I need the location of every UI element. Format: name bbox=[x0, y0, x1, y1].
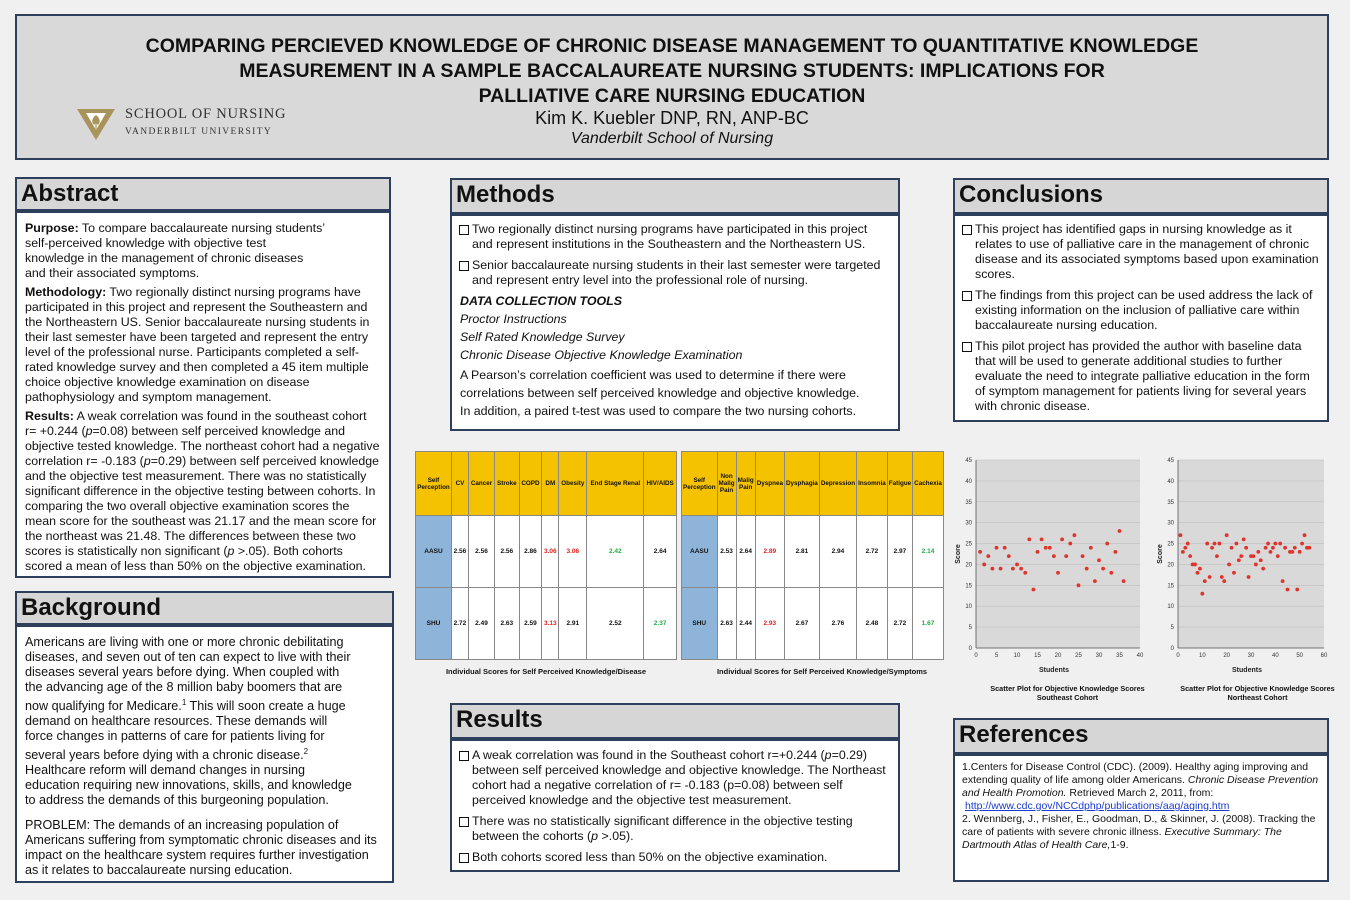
table-column-header: Fatigue bbox=[887, 452, 912, 516]
y-tick-label: 30 bbox=[965, 520, 972, 527]
data-point bbox=[1281, 579, 1285, 583]
data-point bbox=[1181, 550, 1185, 554]
x-tick-label: 20 bbox=[1223, 653, 1231, 659]
data-point bbox=[1203, 579, 1207, 583]
data-point bbox=[1105, 542, 1109, 546]
results-heading: Results bbox=[450, 703, 900, 739]
table-column-header: Dysphagia bbox=[784, 452, 819, 516]
conclusions-bullet: This pilot project has provided the author with baseline data that will be used to generate additional studies to further evaluate the need to integrate palliative education in the form of symptom management for patients living for several years with chronic disease. bbox=[961, 339, 1319, 414]
table-column-header: Stroke bbox=[495, 452, 519, 516]
tool-item: Proctor Instructions bbox=[460, 312, 567, 326]
title-line-1: COMPARING PERCIEVED KNOWLEDGE OF CHRONIC DISEASE MANAGEMENT TO QUANTITATIVE KNOWLEDGE bbox=[145, 35, 1199, 57]
results-bullet: Both cohorts scored less than 50% on the objective examination. bbox=[458, 850, 890, 865]
data-point bbox=[1300, 542, 1304, 546]
data-point bbox=[1215, 554, 1219, 558]
table-cell: 2.44 bbox=[736, 588, 755, 660]
methods-panel bbox=[450, 214, 900, 431]
table-cell: 2.64 bbox=[736, 516, 755, 588]
table-cell: 2.63 bbox=[495, 588, 519, 660]
data-point bbox=[1060, 537, 1064, 541]
table-cell: 1.67 bbox=[913, 588, 944, 660]
scatter-northeast bbox=[1150, 452, 1340, 676]
table-column-header: Insomnia bbox=[857, 452, 888, 516]
data-point bbox=[1003, 546, 1007, 550]
disease-table bbox=[415, 451, 677, 660]
data-point bbox=[1040, 537, 1044, 541]
abstract-results: Results: A weak correlation was found in the southeast cohort r= +0.244 (p=0.08) between self perceived knowledge and objective tested knowledge. The northeast cohort had a negative correlation r= -0.183 (p=0.29) between self perceived knowledge and the objective test measurement. There was no statistically significant difference in the objective testing between cohorts. In comparing the two overall objective examination scores the mean score for the southeast was 21.17 and the mean score for the northeast was 21.48. The differences between these two scores is statistically non significant (p >.05). Both cohorts scored a mean of less than 50% on the objective examination. bbox=[25, 409, 380, 573]
y-tick-label: 15 bbox=[1167, 583, 1174, 590]
x-tick-label: 10 bbox=[1198, 653, 1206, 659]
x-tick-label: 20 bbox=[1054, 653, 1062, 659]
data-point bbox=[1225, 533, 1229, 537]
x-axis-title: Students bbox=[1232, 667, 1262, 674]
tools-heading: DATA COLLECTION TOOLS bbox=[460, 294, 622, 308]
data-point bbox=[1183, 546, 1187, 550]
data-point bbox=[1023, 571, 1027, 575]
table-row bbox=[416, 516, 677, 588]
data-point bbox=[986, 554, 990, 558]
data-point bbox=[1044, 546, 1048, 550]
table-row bbox=[682, 516, 944, 588]
table-corner-header: Self Perception bbox=[416, 452, 452, 516]
table-cell: 2.53 bbox=[717, 516, 736, 588]
data-point bbox=[1210, 546, 1214, 550]
plot-area bbox=[976, 460, 1140, 648]
table-cell: 2.94 bbox=[819, 516, 856, 588]
data-point bbox=[1198, 567, 1202, 571]
y-tick-label: 20 bbox=[1167, 562, 1174, 569]
data-point bbox=[1276, 554, 1280, 558]
data-point bbox=[1213, 542, 1217, 546]
y-tick-label: 35 bbox=[1167, 499, 1174, 506]
x-tick-label: 50 bbox=[1296, 653, 1304, 659]
table-cell: 2.14 bbox=[913, 516, 944, 588]
tool-item: Self Rated Knowledge Survey bbox=[460, 330, 625, 344]
y-tick-label: 0 bbox=[968, 646, 972, 652]
data-point bbox=[1027, 537, 1031, 541]
conclusions-heading: Conclusions bbox=[953, 178, 1329, 214]
table-column-header: HIV/AIDS bbox=[644, 452, 677, 516]
results-bullet: There was no statistically significant difference in the objective testing between the cohorts (p >.05). bbox=[458, 814, 890, 844]
references-heading: References bbox=[953, 718, 1329, 754]
table-cell: 2.59 bbox=[519, 588, 542, 660]
data-point bbox=[1235, 542, 1239, 546]
data-point bbox=[1056, 571, 1060, 575]
table-row-label: AASU bbox=[416, 516, 452, 588]
data-point bbox=[1239, 554, 1243, 558]
data-point bbox=[991, 567, 995, 571]
table-cell: 2.49 bbox=[468, 588, 494, 660]
y-axis-title: Score bbox=[955, 544, 962, 564]
data-point bbox=[1200, 592, 1204, 596]
x-tick-label: 15 bbox=[1034, 653, 1041, 659]
table-cell: 3.13 bbox=[542, 588, 559, 660]
conclusions-bullet: The findings from this project can be used address the lack of existing information on the inclusion of palliative care within baccalaureate nursing education. bbox=[961, 288, 1319, 333]
y-tick-label: 10 bbox=[1167, 604, 1174, 611]
data-point bbox=[1122, 579, 1126, 583]
table-cell: 2.56 bbox=[468, 516, 494, 588]
table-cell: 2.76 bbox=[819, 588, 856, 660]
data-point bbox=[1205, 542, 1209, 546]
x-tick-label: 30 bbox=[1095, 653, 1103, 659]
table-row bbox=[682, 588, 944, 660]
data-point bbox=[1290, 550, 1294, 554]
data-point bbox=[978, 550, 982, 554]
y-tick-label: 25 bbox=[965, 541, 972, 548]
table-cell: 2.67 bbox=[784, 588, 819, 660]
table-column-header: DM bbox=[542, 452, 559, 516]
x-tick-label: 0 bbox=[1176, 653, 1180, 659]
data-point bbox=[1271, 546, 1275, 550]
table-cell: 2.37 bbox=[644, 588, 677, 660]
title-line-2: MEASUREMENT IN A SAMPLE BACCALAUREATE NURSING STUDENTS: IMPLICATIONS FOR bbox=[239, 60, 1105, 82]
methods-bullet: Two regionally distinct nursing programs have participated in this project and represent institutions in the Southeastern and the Northeastern US. bbox=[458, 222, 890, 252]
data-point bbox=[1295, 588, 1299, 592]
x-tick-label: 30 bbox=[1247, 653, 1255, 659]
data-point bbox=[1036, 550, 1040, 554]
pearson-text: A Pearson’s correlation coefficient was used to determine if there were correlations between self perceived knowledge and objective knowledge. bbox=[460, 368, 860, 400]
table-cell: 2.52 bbox=[587, 588, 644, 660]
data-point bbox=[1254, 563, 1258, 567]
reference-2: 2. Wennberg, J., Fisher, E., Goodman, D., & Skinner, J. (2008). Tracking the care of patients with severe chronic illness. Executive Summary: The Dartmouth Atlas of Health Care,1-9. bbox=[962, 813, 1316, 851]
data-point bbox=[1283, 546, 1287, 550]
data-point bbox=[1048, 546, 1052, 550]
table-corner-header: Self Perception bbox=[682, 452, 718, 516]
table-column-header: End Stage Renal bbox=[587, 452, 644, 516]
table-cell: 3.06 bbox=[559, 516, 587, 588]
scatter-southeast bbox=[950, 452, 1150, 676]
data-point bbox=[1278, 542, 1282, 546]
table-column-header: Cachexia bbox=[913, 452, 944, 516]
table-cell: 2.63 bbox=[717, 588, 736, 660]
table-cell: 2.93 bbox=[755, 588, 784, 660]
data-point bbox=[1217, 542, 1221, 546]
data-point bbox=[1244, 546, 1248, 550]
data-point bbox=[1208, 575, 1212, 579]
institution: Vanderbilt School of Nursing bbox=[570, 130, 774, 147]
data-point bbox=[1019, 567, 1023, 571]
data-point bbox=[1298, 550, 1302, 554]
results-panel bbox=[450, 739, 900, 872]
table-cell: 2.48 bbox=[857, 588, 888, 660]
data-point bbox=[1259, 558, 1263, 562]
y-tick-label: 20 bbox=[965, 562, 972, 569]
methods-heading: Methods bbox=[450, 178, 900, 214]
table-cell: 2.81 bbox=[784, 516, 819, 588]
disease-table-caption: Individual Scores for Self Perceived Knowledge/Disease bbox=[445, 667, 647, 676]
data-point bbox=[1220, 575, 1224, 579]
data-point bbox=[1293, 546, 1297, 550]
table-column-header: Obesity bbox=[559, 452, 587, 516]
title-line-3: PALLIATIVE CARE NURSING EDUCATION bbox=[478, 85, 866, 107]
data-point bbox=[1256, 550, 1260, 554]
data-point bbox=[1252, 554, 1256, 558]
table-cell: 2.91 bbox=[559, 588, 587, 660]
data-point bbox=[1114, 550, 1118, 554]
data-point bbox=[1264, 546, 1268, 550]
results-bullet: A weak correlation was found in the Southeast cohort r=+0.244 (p=0.29) between self perceived knowledge and objective knowledge. The Northeast cohort had a negative correlation of r= -0.183 (p=0.08) between self perceived knowledge and the objective test measurement. bbox=[458, 748, 890, 808]
data-point bbox=[1266, 542, 1270, 546]
data-point bbox=[1308, 546, 1312, 550]
data-point bbox=[1007, 554, 1011, 558]
scatter-northeast-caption: Scatter Plot for Objective Knowledge Scores Northeast Cohort bbox=[1180, 684, 1335, 702]
data-point bbox=[1186, 542, 1190, 546]
logo-school: SCHOOL OF NURSING bbox=[125, 106, 287, 122]
y-tick-label: 40 bbox=[1167, 478, 1174, 485]
abstract-methodology: Methodology: Two regionally distinct nursing programs have participated in this project and represent the Southeastern and the Northeastern US. Senior baccalaureate nursing students in their last semester have been targeted and represent the entry level of the professional nurse. Participants completed a self-rated knowledge survey and then completed a 45 item multiple choice objective knowledge examination on disease pathophysiology and symptom management. bbox=[25, 285, 370, 404]
data-point bbox=[1081, 554, 1085, 558]
logo-university: VANDERBILT UNIVERSITY bbox=[125, 127, 273, 137]
table-cell: 2.56 bbox=[495, 516, 519, 588]
data-point bbox=[995, 546, 999, 550]
y-tick-label: 25 bbox=[1167, 541, 1174, 548]
table-column-header: Malig Pain bbox=[736, 452, 755, 516]
data-point bbox=[1011, 567, 1015, 571]
x-tick-label: 10 bbox=[1013, 653, 1021, 659]
ttest-text: In addition, a paired t-test was used to compare the two nursing cohorts. bbox=[460, 404, 857, 418]
table-column-header: Non Malig Pain bbox=[717, 452, 736, 516]
data-point bbox=[1261, 567, 1265, 571]
x-tick-label: 40 bbox=[1136, 653, 1144, 659]
reference-1-link[interactable]: http://www.cdc.gov/NCCdphp/publications/aag/aging.htm bbox=[965, 800, 1230, 812]
x-tick-label: 25 bbox=[1075, 653, 1082, 659]
background-heading: Background bbox=[15, 591, 394, 625]
background-problem: PROBLEM: The demands of an increasing population of Americans suffering from symptomatic chronic diseases and its impact on the healthcare system requires further investigation as it relates to baccalaureate nursing education. bbox=[25, 818, 377, 878]
symptoms-table bbox=[681, 451, 944, 660]
data-point bbox=[999, 567, 1003, 571]
data-point bbox=[1015, 563, 1019, 567]
data-point bbox=[1032, 588, 1036, 592]
tool-item: Chronic Disease Objective Knowledge Examination bbox=[460, 348, 743, 362]
title-banner bbox=[15, 14, 1329, 160]
data-point bbox=[1188, 554, 1192, 558]
y-tick-label: 45 bbox=[965, 458, 972, 464]
methods-bullet: Senior baccalaureate nursing students in their last semester were targeted and represent entry level into the professional role of nursing. bbox=[458, 258, 890, 288]
symptoms-table-caption: Individual Scores for Self Perceived Knowledge/Symptoms bbox=[716, 667, 928, 676]
data-point bbox=[1109, 571, 1113, 575]
data-point bbox=[1269, 550, 1273, 554]
table-column-header: CV bbox=[452, 452, 469, 516]
y-tick-label: 0 bbox=[1170, 646, 1174, 652]
abstract-purpose: Purpose: To compare baccalaureate nursing students’ self-perceived knowledge with objective test knowledge in the management of chronic diseases and their associated symptoms. bbox=[25, 221, 325, 280]
x-tick-label: 40 bbox=[1271, 653, 1279, 659]
data-point bbox=[1247, 575, 1251, 579]
data-point bbox=[1073, 533, 1077, 537]
data-point bbox=[1097, 558, 1101, 562]
x-tick-label: 0 bbox=[974, 653, 978, 659]
table-cell: 2.89 bbox=[755, 516, 784, 588]
data-point bbox=[1193, 563, 1197, 567]
table-row bbox=[416, 588, 677, 660]
author: Kim K. Kuebler DNP, RN, ANP-BC bbox=[535, 108, 809, 128]
x-axis-title: Students bbox=[1039, 667, 1069, 674]
data-point bbox=[1237, 558, 1241, 562]
y-tick-label: 15 bbox=[965, 583, 972, 590]
data-point bbox=[1232, 571, 1236, 575]
conclusions-panel bbox=[953, 214, 1329, 422]
table-row-label: SHU bbox=[416, 588, 452, 660]
table-row-label: AASU bbox=[682, 516, 718, 588]
data-point bbox=[982, 563, 986, 567]
abstract-panel bbox=[15, 211, 391, 578]
data-point bbox=[1064, 554, 1068, 558]
y-tick-label: 40 bbox=[965, 478, 972, 485]
table-cell: 2.86 bbox=[519, 516, 542, 588]
data-point bbox=[1085, 567, 1089, 571]
table-column-header: Cancer bbox=[468, 452, 494, 516]
table-cell: 2.72 bbox=[857, 516, 888, 588]
reference-1: 1.Centers for Disease Control (CDC). (2009). Healthy aging improving and extending quality of life among older Americans. Chronic Disease Prevention and Health Promotion. Retrieved March 2, 2011, from: bbox=[962, 761, 1319, 799]
data-point bbox=[1093, 579, 1097, 583]
data-point bbox=[1196, 571, 1200, 575]
data-point bbox=[1101, 567, 1105, 571]
data-point bbox=[1118, 529, 1122, 533]
table-cell: 2.97 bbox=[887, 516, 912, 588]
table-cell: 2.64 bbox=[644, 516, 677, 588]
scatter-southeast-caption: Scatter Plot for Objective Knowledge Scores Southeast Cohort bbox=[990, 684, 1145, 702]
table-column-header: Dyspnea bbox=[755, 452, 784, 516]
data-point bbox=[1068, 542, 1072, 546]
oak-leaf-v-icon bbox=[75, 106, 117, 142]
data-point bbox=[1227, 563, 1231, 567]
background-panel bbox=[15, 625, 394, 883]
data-point bbox=[1222, 579, 1226, 583]
table-row-label: SHU bbox=[682, 588, 718, 660]
references-panel bbox=[953, 754, 1329, 882]
table-column-header: Depression bbox=[819, 452, 856, 516]
vanderbilt-logo bbox=[75, 106, 305, 146]
data-point bbox=[1077, 583, 1081, 587]
data-point bbox=[1242, 537, 1246, 541]
data-point bbox=[1179, 533, 1183, 537]
y-tick-label: 45 bbox=[1167, 458, 1174, 464]
conclusions-bullet: This project has identified gaps in nursing knowledge as it relates to use of palliative care in the management of chronic disease and its associated symptoms based upon examination scores. bbox=[961, 222, 1319, 282]
table-cell: 2.72 bbox=[887, 588, 912, 660]
data-point bbox=[1052, 554, 1056, 558]
table-cell: 2.56 bbox=[452, 516, 469, 588]
y-tick-label: 35 bbox=[965, 499, 972, 506]
abstract-heading: Abstract bbox=[15, 177, 391, 211]
table-cell: 3.06 bbox=[542, 516, 559, 588]
table-column-header: COPD bbox=[519, 452, 542, 516]
data-point bbox=[1230, 546, 1234, 550]
x-tick-label: 5 bbox=[994, 653, 999, 659]
background-paragraph: Americans are living with one or more chronic debilitating diseases, and seven out of ten can expect to live with their diseases several years before dying. When coupled with the advancing age of the 8 million baby boomers that are now qualifying for Medicare.$^1$ This will soon create a huge demand on healthcare resources. These demands will force changes in patterns of care for patients living for several years before dying with a chronic disease.$^2$ Healthcare reform will demand changes in nursing education requiring new innovations, skills, and knowledge to address the demands of this burgeoning population. bbox=[25, 635, 352, 808]
data-point bbox=[1303, 533, 1307, 537]
y-tick-label: 5 bbox=[1170, 625, 1174, 632]
table-cell: 2.72 bbox=[452, 588, 469, 660]
y-tick-label: 30 bbox=[1167, 520, 1174, 527]
plot-area bbox=[1178, 460, 1324, 648]
data-point bbox=[1286, 588, 1290, 592]
y-axis-title: Score bbox=[1157, 544, 1164, 564]
x-tick-label: 35 bbox=[1116, 653, 1123, 659]
y-tick-label: 10 bbox=[965, 604, 972, 611]
data-point bbox=[1273, 542, 1277, 546]
y-tick-label: 5 bbox=[968, 625, 972, 632]
data-point bbox=[1089, 546, 1093, 550]
table-cell: 2.42 bbox=[587, 516, 644, 588]
x-tick-label: 60 bbox=[1320, 653, 1328, 659]
